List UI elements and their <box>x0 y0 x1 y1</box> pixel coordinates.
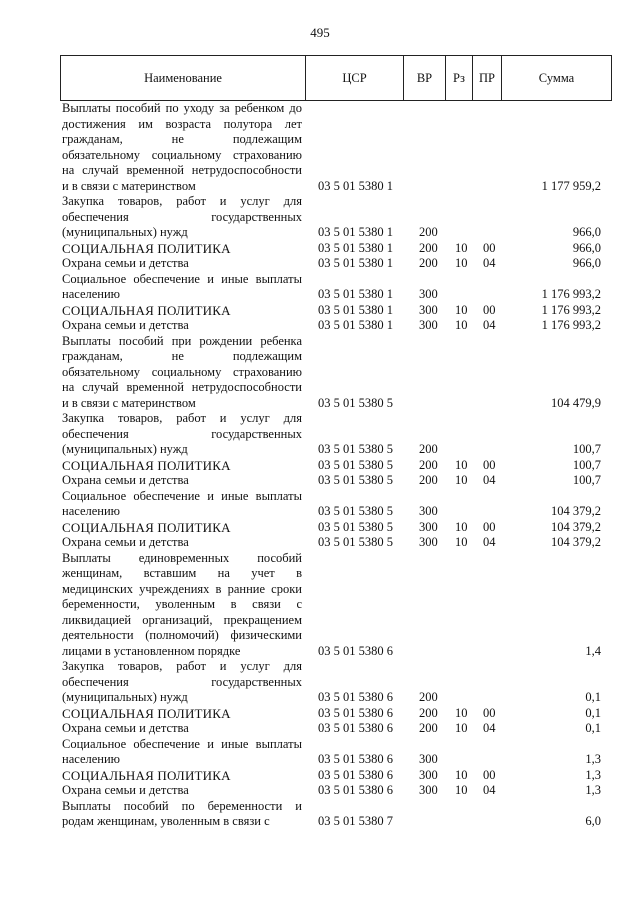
row-name <box>62 318 302 334</box>
row-name <box>62 411 302 458</box>
row-vr: 200 <box>419 705 438 720</box>
row-name-line: обеспечения государственных <box>62 426 302 441</box>
table-row <box>0 489 640 520</box>
row-name <box>62 520 302 536</box>
row-sum: 100,7 <box>572 442 601 456</box>
row-vr: 300 <box>419 767 438 782</box>
row-name-line: (муниципальных) нужд <box>62 225 188 239</box>
row-rz: 10 <box>455 721 468 735</box>
row-csr: 03 5 01 5380 6 <box>318 705 393 720</box>
row-vr: 300 <box>419 318 438 332</box>
row-csr: 03 5 01 5380 1 <box>318 287 393 301</box>
row-name-line: СОЦИАЛЬНАЯ ПОЛИТИКА <box>62 457 231 473</box>
row-name-line: лицами в установленном порядке <box>62 643 241 658</box>
row-rz: 10 <box>455 705 468 720</box>
row-csr: 03 5 01 5380 5 <box>318 442 393 456</box>
row-rz: 10 <box>455 767 468 782</box>
header-vr: ВР <box>404 56 446 101</box>
row-sum: 1 177 959,2 <box>541 178 601 193</box>
row-name-line: обеспечения государственных <box>62 209 302 224</box>
row-name-line: Закупка товаров, работ и услуг для <box>62 659 302 673</box>
row-vr: 200 <box>419 473 438 487</box>
row-vr: 200 <box>419 442 438 456</box>
row-rz: 10 <box>455 240 468 255</box>
table-row <box>0 535 640 551</box>
row-csr: 03 5 01 5380 6 <box>318 783 393 797</box>
row-name <box>62 272 302 303</box>
row-vr: 200 <box>419 256 438 270</box>
row-name <box>62 334 302 412</box>
row-sum: 104 379,2 <box>551 519 601 534</box>
table-row <box>0 473 640 489</box>
row-rz: 10 <box>455 535 468 549</box>
row-pr: 00 <box>483 457 496 472</box>
row-name-line: СОЦИАЛЬНАЯ ПОЛИТИКА <box>62 767 231 783</box>
row-name-line: деятельности (полномочий) физическими <box>62 628 302 642</box>
page-number: 495 <box>310 25 330 40</box>
row-vr: 200 <box>419 225 438 239</box>
row-name-line: гражданам, не подлежащим <box>62 349 302 363</box>
row-rz: 10 <box>455 519 468 534</box>
row-name-line: ликвидацией организаций, прекращением <box>62 612 302 627</box>
row-name-line: Охрана семьи и детства <box>62 721 189 735</box>
row-name-line: Закупка товаров, работ и услуг для <box>62 411 302 425</box>
row-csr: 03 5 01 5380 5 <box>318 395 393 410</box>
row-name-line: населению <box>62 287 120 301</box>
row-name-line: Социальное обеспечение и иные выплаты <box>62 488 302 503</box>
row-sum: 1,3 <box>585 783 601 797</box>
row-vr: 200 <box>419 240 438 255</box>
row-csr: 03 5 01 5380 5 <box>318 473 393 487</box>
row-pr: 04 <box>483 535 496 549</box>
table-row <box>0 101 640 194</box>
row-csr: 03 5 01 5380 6 <box>318 721 393 735</box>
row-sum: 1 176 993,2 <box>541 302 601 317</box>
row-name <box>62 799 302 830</box>
row-sum: 1,4 <box>585 643 601 658</box>
row-name-line: населению <box>62 752 120 766</box>
row-sum: 104 379,2 <box>551 504 601 518</box>
row-name-line: Закупка товаров, работ и услуг для <box>62 194 302 208</box>
row-pr: 00 <box>483 240 496 255</box>
row-csr: 03 5 01 5380 1 <box>318 240 393 255</box>
row-rz: 10 <box>455 318 468 332</box>
row-csr: 03 5 01 5380 5 <box>318 457 393 472</box>
table-row <box>0 256 640 272</box>
row-csr: 03 5 01 5380 1 <box>318 302 393 317</box>
row-name-line: женщинам, вставшим на учет в <box>62 566 302 580</box>
row-name <box>62 256 302 272</box>
row-rz: 10 <box>455 256 468 270</box>
row-csr: 03 5 01 5380 6 <box>318 690 393 704</box>
row-pr: 04 <box>483 256 496 270</box>
table-row <box>0 520 640 536</box>
row-pr: 00 <box>483 705 496 720</box>
row-name <box>62 721 302 737</box>
row-csr: 03 5 01 5380 1 <box>318 318 393 332</box>
row-name-line: и в связи с материнством <box>62 395 196 410</box>
row-name-line: обеспечения государственных <box>62 674 302 689</box>
row-csr: 03 5 01 5380 1 <box>318 178 393 193</box>
row-name-line: СОЦИАЛЬНАЯ ПОЛИТИКА <box>62 302 231 318</box>
table-row <box>0 241 640 257</box>
row-vr: 300 <box>419 287 438 301</box>
table-row <box>0 721 640 737</box>
row-name-line: родам женщинам, уволенным в связи с <box>62 814 270 828</box>
row-rz: 10 <box>455 473 468 487</box>
row-name-line: Охрана семьи и детства <box>62 318 189 332</box>
row-pr: 00 <box>483 767 496 782</box>
row-sum: 966,0 <box>572 225 601 239</box>
row-name-line: Выплаты пособий при рождении ребенка <box>62 333 302 348</box>
row-name-line: на случай временной нетрудоспособности <box>62 380 302 394</box>
row-name-line: СОЦИАЛЬНАЯ ПОЛИТИКА <box>62 519 231 535</box>
row-name-line: Охрана семьи и детства <box>62 535 189 549</box>
row-name <box>62 737 302 768</box>
row-pr: 00 <box>483 519 496 534</box>
row-name <box>62 458 302 474</box>
row-name-line: Социальное обеспечение и иные выплаты <box>62 271 302 286</box>
table-row <box>0 706 640 722</box>
row-rz: 10 <box>455 457 468 472</box>
row-name <box>62 194 302 241</box>
row-name <box>62 303 302 319</box>
table-row <box>0 334 640 412</box>
row-name-line: Охрана семьи и детства <box>62 473 189 487</box>
row-csr: 03 5 01 5380 5 <box>318 535 393 549</box>
row-rz: 10 <box>455 783 468 797</box>
row-csr: 03 5 01 5380 6 <box>318 752 393 766</box>
row-csr: 03 5 01 5380 1 <box>318 256 393 270</box>
table-row <box>0 799 640 830</box>
row-name <box>62 101 302 194</box>
row-name-line: СОЦИАЛЬНАЯ ПОЛИТИКА <box>62 240 231 256</box>
row-name-line: и в связи с материнством <box>62 178 196 193</box>
table-body <box>0 101 640 830</box>
row-name-line: (муниципальных) нужд <box>62 442 188 456</box>
row-sum: 6,0 <box>585 814 601 828</box>
row-sum: 1 176 993,2 <box>541 287 601 301</box>
row-pr: 04 <box>483 318 496 332</box>
header-name: Наименование <box>61 56 306 101</box>
row-vr: 300 <box>419 752 438 766</box>
row-vr: 300 <box>419 535 438 549</box>
row-pr: 04 <box>483 783 496 797</box>
row-name-line: Выплаты пособий по уходу за ребенком до <box>62 101 302 115</box>
table-row <box>0 768 640 784</box>
row-name <box>62 551 302 660</box>
row-sum: 104 479,9 <box>551 395 601 410</box>
row-name-line: на случай временной нетрудоспособности <box>62 163 302 177</box>
row-name-line: Социальное обеспечение и иные выплаты <box>62 736 302 751</box>
row-vr: 300 <box>419 783 438 797</box>
row-name <box>62 535 302 551</box>
header-sum: Сумма <box>502 56 612 101</box>
row-name-line: СОЦИАЛЬНАЯ ПОЛИТИКА <box>62 705 231 721</box>
row-csr: 03 5 01 5380 1 <box>318 225 393 239</box>
row-name-line: обязательному социальному страхованию <box>62 364 302 379</box>
table-row <box>0 194 640 241</box>
row-sum: 1,3 <box>585 767 601 782</box>
table-row <box>0 318 640 334</box>
row-name <box>62 783 302 799</box>
row-name-line: Охрана семьи и детства <box>62 256 189 270</box>
row-name-line: (муниципальных) нужд <box>62 690 188 704</box>
row-sum: 966,0 <box>572 240 601 255</box>
table-row <box>0 783 640 799</box>
row-sum: 1,3 <box>585 752 601 766</box>
table-row <box>0 551 640 660</box>
row-pr: 04 <box>483 721 496 735</box>
row-pr: 04 <box>483 473 496 487</box>
row-sum: 100,7 <box>572 473 601 487</box>
row-csr: 03 5 01 5380 5 <box>318 519 393 534</box>
row-name <box>62 489 302 520</box>
row-name <box>62 706 302 722</box>
row-name-line: Выплаты пособий по беременности и <box>62 798 302 813</box>
row-sum: 0,1 <box>585 690 601 704</box>
row-name-line: медицинских учреждениях в ранние сроки <box>62 581 302 596</box>
row-pr: 00 <box>483 302 496 317</box>
row-csr: 03 5 01 5380 7 <box>318 814 393 828</box>
table-header <box>60 55 612 101</box>
row-csr: 03 5 01 5380 5 <box>318 504 393 518</box>
row-vr: 300 <box>419 504 438 518</box>
header-pr: ПР <box>473 56 502 101</box>
table-row <box>0 272 640 303</box>
row-sum: 966,0 <box>572 256 601 270</box>
row-vr: 200 <box>419 690 438 704</box>
row-name <box>62 768 302 784</box>
row-sum: 100,7 <box>572 457 601 472</box>
table-row <box>0 303 640 319</box>
row-sum: 0,1 <box>585 705 601 720</box>
row-name <box>62 659 302 706</box>
table-row <box>0 458 640 474</box>
row-sum: 0,1 <box>585 721 601 735</box>
row-name-line: Выплаты единовременных пособий <box>62 550 302 565</box>
row-rz: 10 <box>455 302 468 317</box>
row-csr: 03 5 01 5380 6 <box>318 643 393 658</box>
row-name-line: беременности, уволенным в связи с <box>62 597 302 611</box>
row-sum: 1 176 993,2 <box>541 318 601 332</box>
row-name-line: Охрана семьи и детства <box>62 783 189 797</box>
row-name <box>62 241 302 257</box>
row-name-line: достижения им возраста полутора лет <box>62 116 302 131</box>
row-name-line: населению <box>62 504 120 518</box>
header-csr: ЦСР <box>306 56 404 101</box>
table-row <box>0 659 640 706</box>
row-name-line: обязательному социальному страхованию <box>62 147 302 162</box>
row-vr: 200 <box>419 721 438 735</box>
row-vr: 300 <box>419 519 438 534</box>
row-vr: 200 <box>419 457 438 472</box>
row-name-line: гражданам, не подлежащим <box>62 132 302 146</box>
table-row <box>0 737 640 768</box>
row-csr: 03 5 01 5380 6 <box>318 767 393 782</box>
table-row <box>0 411 640 458</box>
header-rz: Рз <box>446 56 473 101</box>
row-name <box>62 473 302 489</box>
row-sum: 104 379,2 <box>551 535 601 549</box>
row-vr: 300 <box>419 302 438 317</box>
